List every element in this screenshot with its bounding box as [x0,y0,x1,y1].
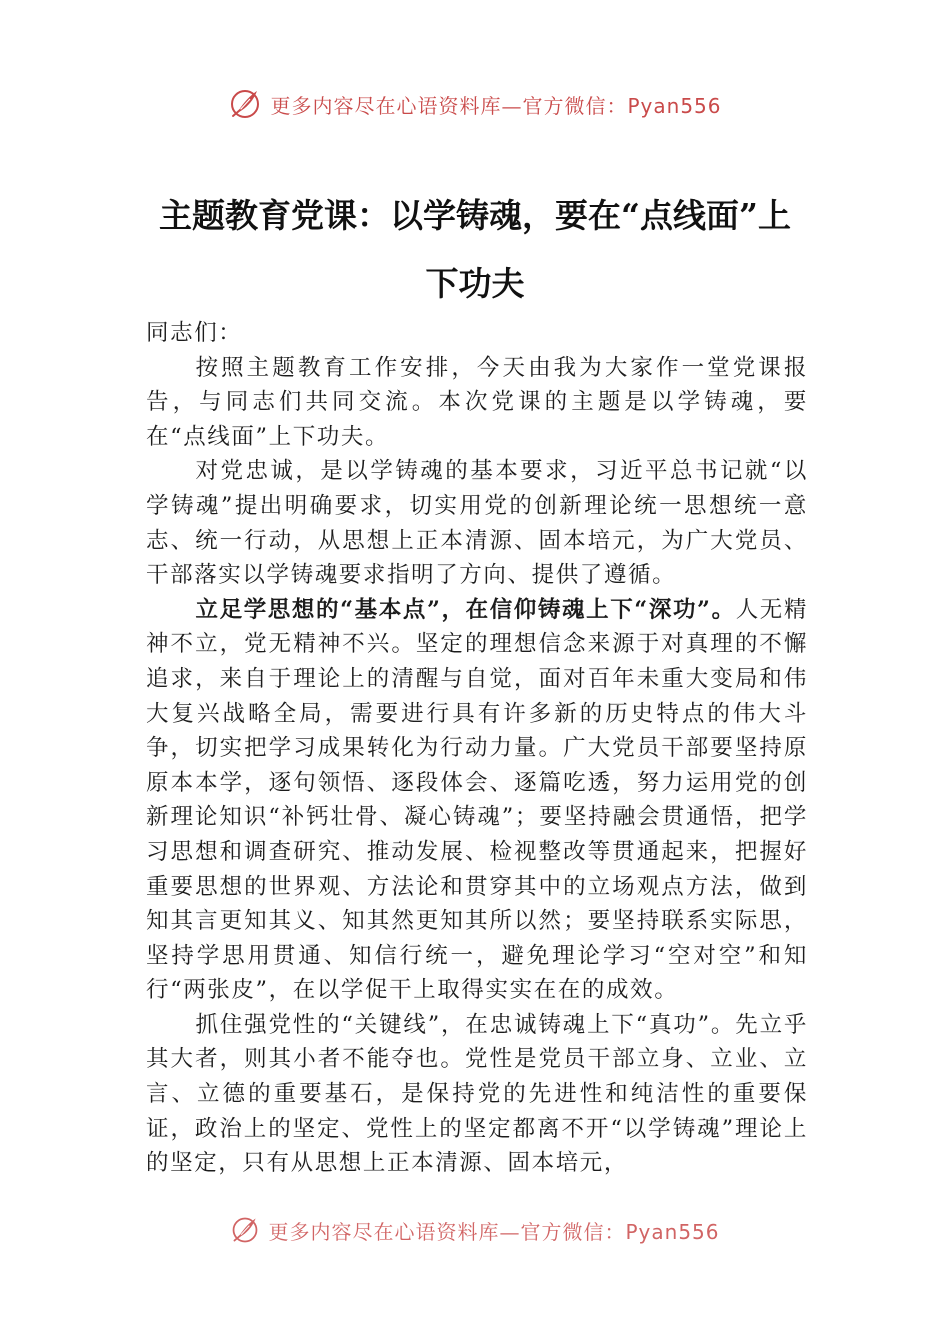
document-title: 主题教育党课：以学铸魂，要在“点线面”上下功夫 [159,196,791,303]
paragraph-1: 按照主题教育工作安排，今天由我为大家作一堂党课报告，与同志们共同交流。本次党课的主题是以学铸魂，要在“点线面”上下功夫。 [146,354,808,450]
feather-pen-logo-icon [228,87,262,121]
paragraph-3-heading: 立足学思想的“基本点”，在信仰铸魂上下“深功”。 [195,596,736,623]
paragraph-2: 对党忠诚，是以学铸魂的基本要求，习近平总书记就“以学铸魂”提出明确要求，切实用党的创新理论统一思想统一意志、统一行动，从思想上正本清源、固本培元，为广大党员、干部落实以学铸魂要求指明了方向、提供了遵循。 [146,458,808,589]
footer-watermark-banner [0,1208,950,1244]
feather-pen-logo-icon [230,1215,260,1244]
document-body [146,316,808,1181]
header-banner-text: 更多内容尽在心语资料库—官方微信：Pyan556 [270,93,722,118]
greeting: 同志们： [146,320,243,346]
footer-banner-text: 更多内容尽在心语资料库—官方微信：Pyan556 [268,1219,720,1244]
paragraph-4: 抓住强党性的“关键线”，在忠诚铸魂上下“真功”。先立乎其大者，则其小者不能夺也。党性是党员干部立身、立业、立言、立德的重要基石，是保持党的先进性和纯洁性的重要保证，政治上的坚定、党性上的坚定都离不开“以学铸魂”理论上的坚定，只有从思想上正本清源、固本培元， [146,1011,808,1177]
header-watermark-banner [0,84,950,124]
paragraph-3: 立足学思想的“基本点”，在信仰铸魂上下“深功”。人无精神不立，党无精神不兴。坚定的理想信念来源于对真理的不懈追求，来自于理论上的清醒与自觉，面对百年未重大变局和伟大复兴战略全局，需要进行具有许多新的历史特点的伟大斗争，切实把学习成果转化为行动力量。广大党员干部要坚持原原本本学，逐句领悟、逐段体会、逐篇吃透，努力运用党的创新理论知识“补钙壮骨、凝心铸魂”；要坚持融会贯通悟，把学习思想和调查研究、推动发展、检视整改等贯通起来，把握好重要思想的世界观、方法论和贯穿其中的立场观点方法，做到知其言更知其义、知其然更知其所以然；要坚持联系实际思，坚持学思用贯通、知信行统一，避免理论学习“空对空”和知行“两张皮”，在以学促干上取得实实在在的成效。 [146,596,808,1004]
